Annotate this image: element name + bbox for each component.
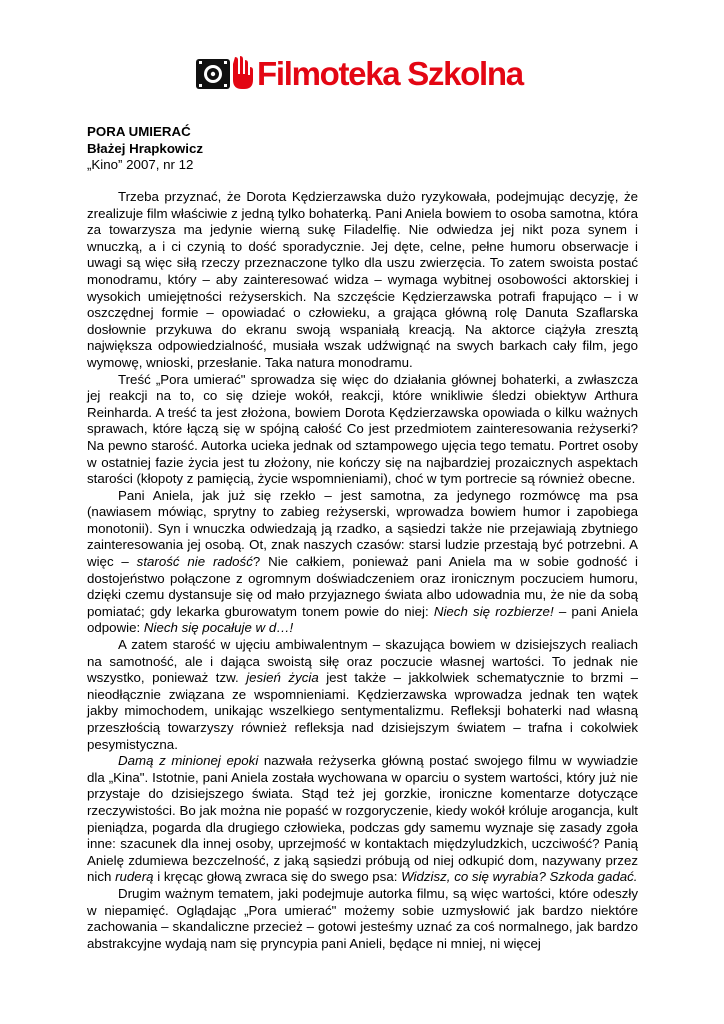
article-author: Błażej Hrapkowicz bbox=[87, 140, 204, 156]
italic-quote: starość nie radość bbox=[136, 554, 253, 570]
article-source: „Kino” 2007, nr 12 bbox=[87, 157, 194, 172]
article-paragraph bbox=[87, 637, 638, 753]
article-paragraph bbox=[87, 886, 638, 952]
article-body bbox=[87, 189, 638, 952]
paragraph-text: Trzeba przyznać, że Dorota Kędzierzawska dużo ryzykowała, podejmując decyzję, że zrealizuje film właściwie z jedną tylko bohaterką. Pani Aniela bowiem to osoba samotna, która za towarzysza ma jedynie wierną sukę Filadelfię. Nie odwiedza jej nikt poza synem i wnuczką, a i ci czynią to dość sporadycznie. Jej dęte, celne, pełne humoru obserwacje i uwagi są więc siłą rzeczy przeznaczone tylko dla uszu zwierzęcia. To zatem swoista postać monodramu, który – aby zainteresować widza – wymaga wybitnej osobowości aktorskiej i wysokich umiejętności reżyserskich. Na szczęście Kędzierzawska potrafi frapująco – i w oszczędnej formie – opowiadać o człowieku, a grająca główną rolę Danuta Szaflarska dosłownie przykuwa do ekranu swoją wspaniałą kreacją. Na aktorce ciążyła zresztą największa odpowiedzialność, musiała wszak udźwignąć na swych barkach cały film, jego wymowę, wnioski, przesłanie. Taka natura monodramu. bbox=[87, 189, 638, 370]
italic-quote: ruderą bbox=[115, 869, 154, 885]
italic-quote: jesień życia bbox=[246, 670, 319, 686]
article-paragraph bbox=[87, 753, 638, 886]
italic-quote: Niech się pocałuje w d…! bbox=[143, 620, 294, 636]
logo-mark-icon bbox=[195, 56, 255, 92]
italic-quote: Niech się rozbierze! bbox=[433, 603, 554, 619]
filmoteka-logo bbox=[195, 56, 523, 92]
article-paragraph bbox=[87, 488, 638, 637]
paragraph-text: Drugim ważnym tematem, jaki podejmuje autorka filmu, są więc wartości, które odeszły w niepamięć. Oglądając „Pora umierać" możemy sobie uzmysłowić jak bardzo niektóre zachowania – skandaliczne przecież – gotowi jesteśmy uznać za coś normalnego, jak bardzo abstrakcyjne wydają nam się pryncypia pani Anieli, będące ni mniej, ni więcej bbox=[87, 885, 638, 951]
paragraph-text: Treść „Pora umierać" sprowadza się więc do działania głównej bohaterki, a zwłaszcza jej reakcji na to, co się dzieje wokół, reakcji, które wnikliwie śledzi obiektyw Arthura Reinharda. A treść ta jest złożona, bowiem Dorota Kędzierzawska opowiada o kilku ważnych sprawach, które łączą się w spójną całość Co jest przedmiotem zainteresowania reżyserki? Na pewno starość. Autorka ucieka jednak od sztampowego ujęcia tego tematu. Portret osoby w ostatniej fazie życia jest tu złożony, nie kończy się na najbardziej prozaicznych aspektach starości (kłopoty z pamięcią, życie wspomnieniami), choć w tym portrecie są również obecne. bbox=[87, 371, 638, 487]
paragraph-text: – pani Aniela odpowie: bbox=[87, 603, 639, 636]
paragraph-text: Pani Aniela, jak już się rzekło – jest samotna, za jedynego rozmówcę ma psa (nawiasem mówiąc, sprytny to zabieg reżyserski, wprowadza bowiem humor i zapobiega monotonii). Syn i wnuczka odwiedzają ją rzadko, a sąsiedzi także nie przejawiają zbytniego zainteresowania jej osobą. Ot, znak naszych czasów: starsi ludzie przestają być potrzebni. A więc – bbox=[87, 487, 638, 570]
paragraph-text: ? Nie całkiem, ponieważ pani Aniela ma w sobie godność i dostojeństwo połączone z ogromnym doświadczeniem oraz ironicznym poczuciem humoru, dzięki czemu dystansuje się od mało przyjaznego świata albo udowadnia mu, że nie da sobą pomiatać; gdy lekarka gburowatym tonem powie do niej: bbox=[87, 554, 638, 619]
italic-quote: Widzisz, co się wyrabia? Szkoda gadać. bbox=[401, 869, 638, 885]
article-paragraph bbox=[87, 189, 638, 372]
paragraph-text: jest także – jakkolwiek schematycznie to brzmi – nieodłącznie związana ze wspomnieniami. Kędzierzawska wprowadza jednak ten wątek jakby mimochodem, unikając wszelkiego sentymentalizmu. Refleksji bohaterki nad własną przeszłością towarzyszy również refleksja nad dzisiejszym światem – trafna i cokolwiek pesymistyczna. bbox=[87, 670, 638, 752]
paragraph-text: A zatem starość w ujęciu ambiwalentnym – skazująca bowiem w dzisiejszych realiach na samotność, ale i dająca swoistą siłę oraz poczucie własnej wartości. To jednak nie wszystko, ponieważ tzw. bbox=[87, 637, 638, 686]
article-paragraph bbox=[87, 372, 638, 488]
logo-text: Filmoteka Szkolna bbox=[257, 55, 523, 92]
paragraph-text: i kręcąc głową zwraca się do swego psa: bbox=[153, 869, 402, 885]
paragraph-text: nazwała reżyserka główną postać swojego filmu w wywiadzie dla „Kina". Istotnie, pani Aniela została wychowana w oparciu o system wartości, który już nie przystaje do dzisiejszego świata. Stąd też jej gorzkie, ironiczne komentarze dotyczące rzeczywistości. Bo jak można nie popaść w rozgoryczenie, kiedy wokół króluje arogancja, kult pieniądza, pogarda dla drugiego człowieka, podczas gdy samemu wyznaje się zasady zgoła inne: szacunek dla innej osoby, uprzejmość w kontaktach międzyludzkich, uczciwość? Panią Anielę zdumiewa bezczelność, z jaką sąsiedzi próbują od niej odkupić dom, nazywany przez nich bbox=[87, 753, 638, 885]
article-title: PORA UMIERAĆ bbox=[87, 124, 191, 139]
italic-quote: Damą z minionej epoki bbox=[118, 753, 259, 769]
article-header bbox=[87, 124, 203, 174]
